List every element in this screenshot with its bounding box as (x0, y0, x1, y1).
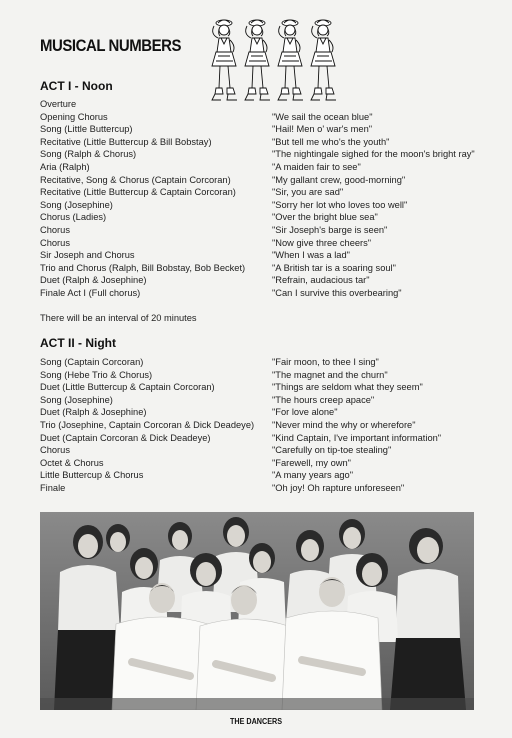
song-quote: "Now give three cheers" (272, 237, 372, 248)
song-quote: "When I was a lad" (272, 250, 350, 261)
list-item (40, 237, 475, 250)
song-quote: "Over the bright blue sea" (272, 212, 378, 223)
musical-number-title: Trio and Chorus (Ralph, Bill Bobstay, Bob Becket) (40, 262, 246, 273)
musical-number-title: Finale Act I (Full chorus) (40, 287, 141, 298)
song-quote: "Carefully on tip-toe stealing" (272, 445, 392, 456)
list-item (40, 356, 441, 369)
song-quote: "Fair moon, to thee I sing" (272, 357, 379, 367)
musical-number-title: Chorus (40, 224, 70, 235)
song-quote: "The hours creep apace" (272, 394, 375, 405)
list-item (40, 369, 441, 382)
musical-number-title: Recitative (Little Buttercup & Bill Bobstay) (40, 136, 212, 147)
musical-number-title: Opening Chorus (40, 111, 108, 122)
song-quote: "A maiden fair to see" (272, 161, 361, 172)
song-quote: "Oh joy! Oh rapture unforeseen" (272, 482, 405, 493)
list-item (40, 136, 475, 149)
musical-number-title: Recitative (Little Buttercup & Captain Corcoran) (40, 187, 236, 198)
song-quote: "Things are seldom what they seem" (272, 382, 423, 393)
musical-number-title: Song (Josephine) (40, 394, 113, 405)
song-quote: "Sir Joseph's barge is seen" (272, 224, 388, 235)
song-quote: "For love alone" (272, 407, 338, 418)
act-1-heading: ACT I - Noon (40, 79, 113, 93)
musical-number-title: Chorus (40, 237, 70, 248)
musical-number-title: Finale (40, 482, 66, 493)
list-item (40, 186, 475, 199)
list-item (40, 249, 475, 262)
musical-number-title: Little Buttercup & Chorus (40, 470, 144, 481)
list-item (40, 111, 475, 124)
song-quote: "Hail! Men o' war's men" (272, 124, 373, 135)
song-quote: "Never mind the why or wherefore" (272, 419, 416, 430)
musical-number-title: Duet (Captain Corcoran & Dick Deadeye) (40, 432, 211, 443)
list-item (40, 262, 475, 275)
list-item (40, 394, 441, 407)
list-item (40, 287, 475, 300)
musical-number-title: Song (Ralph & Chorus) (40, 149, 137, 160)
song-quote: "The magnet and the churn" (272, 369, 388, 380)
musical-number-title: Song (Hebe Trio & Chorus) (40, 369, 153, 380)
list-item (40, 444, 441, 457)
list-item (40, 123, 475, 136)
list-item (40, 224, 475, 237)
page-title: MUSICAL NUMBERS (40, 36, 182, 55)
song-quote: "A British tar is a soaring soul" (272, 262, 396, 273)
musical-number-title: Recitative, Song & Chorus (Captain Corcoran) (40, 174, 231, 185)
dancing-sailors-illustration (206, 16, 352, 108)
song-quote: "But tell me who's the youth" (272, 136, 390, 147)
musical-number-title: Sir Joseph and Chorus (40, 250, 135, 261)
list-item (40, 482, 441, 495)
musical-number-title: Chorus (40, 445, 70, 456)
list-item (40, 432, 441, 445)
act-2-list (40, 356, 441, 495)
list-item (40, 161, 475, 174)
musical-number-title: Trio (Josephine, Captain Corcoran & Dick Deadeye) (40, 419, 255, 430)
song-quote: "Sorry her lot who loves too well" (272, 199, 408, 210)
musical-number-title: Duet (Little Buttercup & Captain Corcoran) (40, 382, 215, 393)
dancers-group-photo (40, 512, 474, 710)
song-quote: "We sail the ocean blue" (272, 111, 373, 122)
list-item (40, 211, 475, 224)
list-item (40, 381, 441, 394)
musical-number-title: Song (Josephine) (40, 199, 113, 210)
musical-number-title: Duet (Ralph & Josephine) (40, 407, 147, 418)
musical-number-title: Song (Captain Corcoran) (40, 357, 144, 367)
musical-number-title: Aria (Ralph) (40, 161, 90, 172)
act-2-heading: ACT II - Night (40, 336, 116, 350)
musical-number-title: Octet & Chorus (40, 457, 104, 468)
list-item (40, 148, 475, 161)
list-item (40, 419, 441, 432)
list-item (40, 469, 441, 482)
interval-note: There will be an interval of 20 minutes (40, 313, 197, 323)
song-quote: "Farewell, my own" (272, 457, 351, 468)
dancers-photo-image (40, 512, 474, 710)
song-quote: "A many years ago" (272, 470, 354, 481)
song-quote: "Refrain, audacious tar" (272, 275, 370, 286)
musical-number-title: Song (Little Buttercup) (40, 124, 133, 135)
musical-number-title: Overture (40, 99, 77, 109)
photo-caption: THE DANCERS (229, 717, 283, 726)
list-item (40, 98, 475, 111)
list-item (40, 274, 475, 287)
song-quote: "The nightingale sighed for the moon's bright ray" (272, 149, 475, 160)
act-1-list (40, 98, 475, 300)
list-item (40, 406, 441, 419)
list-item (40, 174, 475, 187)
musical-number-title: Duet (Ralph & Josephine) (40, 275, 147, 286)
song-quote: "Kind Captain, I've important information" (272, 432, 442, 443)
song-quote: "Sir, you are sad" (272, 187, 344, 198)
list-item (40, 199, 475, 212)
song-quote: "My gallant crew, good-morning" (272, 174, 406, 185)
list-item (40, 457, 441, 470)
song-quote: "Can I survive this overbearing" (272, 287, 402, 298)
musical-number-title: Chorus (Ladies) (40, 212, 107, 223)
